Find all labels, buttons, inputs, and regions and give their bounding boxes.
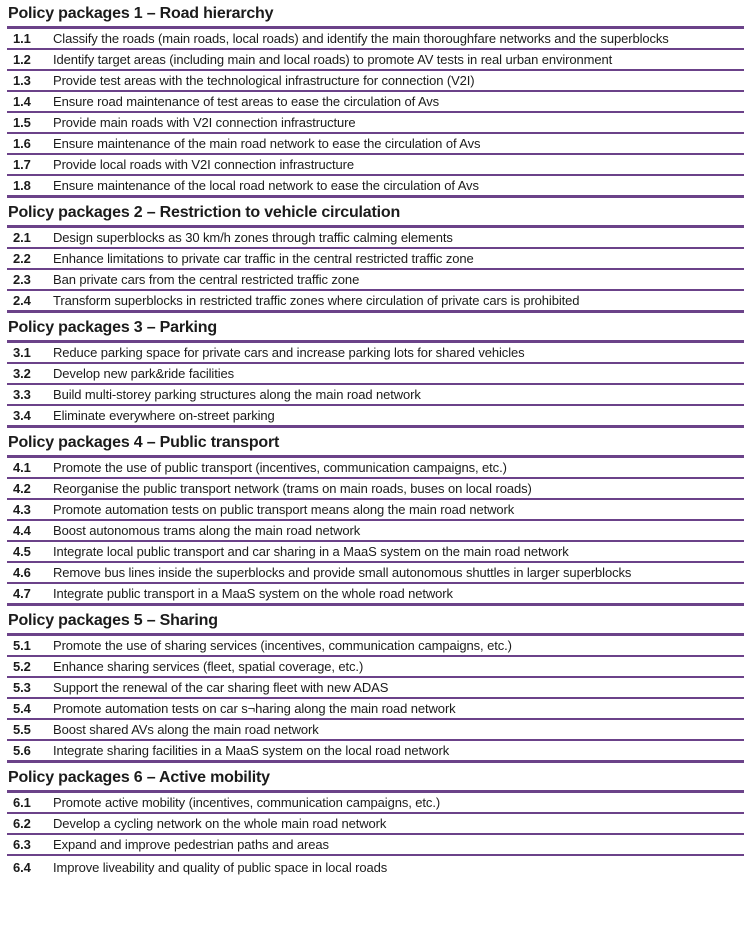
row-number: 6.2: [13, 816, 31, 831]
row-description: Improve liveability and quality of public space in local roads: [53, 859, 388, 875]
policy-package-section: [7, 2, 744, 198]
row-number: 5.4: [13, 701, 31, 716]
row-number: 1.5: [13, 115, 31, 130]
table-row: [7, 636, 744, 657]
row-number: 5.1: [13, 638, 31, 653]
section-heading: Policy packages 1 – Road hierarchy: [7, 2, 744, 29]
row-description: Ensure maintenance of the main road network to ease the circulation of Avs: [53, 136, 481, 151]
policy-package-section: [7, 198, 744, 313]
table-row: [7, 92, 744, 113]
row-description: Integrate local public transport and car sharing in a MaaS system on the main road network: [53, 544, 569, 559]
table-row: [7, 176, 744, 198]
row-description: Enhance limitations to private car traffic in the central restricted traffic zone: [53, 251, 474, 266]
table-row: [7, 542, 744, 563]
row-description: Promote the use of public transport (incentives, communication campaigns, etc.): [53, 460, 507, 475]
table-row: [7, 814, 744, 835]
row-description: Promote automation tests on public transport means along the main road network: [53, 502, 515, 517]
table-row: [7, 71, 744, 92]
row-number: 2.2: [13, 251, 31, 266]
policy-package-section: [7, 313, 744, 428]
table-row: [7, 29, 744, 50]
table-row: [7, 270, 744, 291]
row-number: 1.1: [13, 31, 31, 46]
section-heading: Policy packages 6 – Active mobility: [7, 763, 744, 793]
row-number: 6.4: [13, 859, 31, 875]
row-description: Promote automation tests on car s¬haring along the main road network: [53, 701, 456, 716]
table-row: [7, 113, 744, 134]
row-number: 4.3: [13, 502, 31, 517]
table-row: [7, 678, 744, 699]
row-number: 3.1: [13, 345, 31, 360]
section-rows: [7, 793, 744, 878]
row-number: 6.3: [13, 837, 31, 852]
table-row: [7, 364, 744, 385]
table-row: [7, 458, 744, 479]
table-row: [7, 155, 744, 176]
row-number: 1.7: [13, 157, 31, 172]
row-number: 3.3: [13, 387, 31, 402]
table-row: [7, 500, 744, 521]
policy-package-section: [7, 606, 744, 763]
row-number: 1.3: [13, 73, 31, 88]
row-number: 3.4: [13, 408, 31, 423]
row-description: Expand and improve pedestrian paths and areas: [53, 837, 329, 852]
section-rows: [7, 636, 744, 763]
table-row: [7, 699, 744, 720]
row-description: Ban private cars from the central restricted traffic zone: [53, 272, 360, 287]
row-number: 1.2: [13, 52, 31, 67]
row-description: Ensure road maintenance of test areas to ease the circulation of Avs: [53, 94, 440, 109]
section-rows: [7, 343, 744, 428]
row-description: Provide test areas with the technological infrastructure for connection (V2I): [53, 73, 475, 88]
table-row: [7, 584, 744, 606]
row-description: Boost autonomous trams along the main road network: [53, 523, 361, 538]
row-number: 1.4: [13, 94, 31, 109]
policy-package-section: [7, 428, 744, 606]
row-number: 2.4: [13, 293, 31, 308]
row-number: 5.2: [13, 659, 31, 674]
table-row: [7, 343, 744, 364]
row-number: 4.7: [13, 586, 31, 601]
row-number: 5.3: [13, 680, 31, 695]
row-description: Reorganise the public transport network (trams on main roads, buses on local roads): [53, 481, 532, 496]
table-row: [7, 657, 744, 678]
row-description: Transform superblocks in restricted traffic zones where circulation of private cars is prohibited: [53, 293, 580, 308]
table-row: [7, 479, 744, 500]
row-description: Ensure maintenance of the local road network to ease the circulation of Avs: [53, 178, 479, 193]
row-description: Develop a cycling network on the whole main road network: [53, 816, 387, 831]
section-heading: Policy packages 3 – Parking: [7, 313, 744, 343]
table-row: [7, 856, 744, 878]
row-description: Provide local roads with V2I connection infrastructure: [53, 157, 354, 172]
row-number: 4.1: [13, 460, 31, 475]
table-row: [7, 793, 744, 814]
row-number: 5.5: [13, 722, 31, 737]
section-heading: Policy packages 5 – Sharing: [7, 606, 744, 636]
row-description: Provide main roads with V2I connection infrastructure: [53, 115, 356, 130]
row-description: Boost shared AVs along the main road network: [53, 722, 319, 737]
table-row: [7, 741, 744, 763]
section-rows: [7, 29, 744, 198]
row-description: Build multi-storey parking structures along the main road network: [53, 387, 421, 402]
row-number: 4.2: [13, 481, 31, 496]
row-description: Enhance sharing services (fleet, spatial coverage, etc.): [53, 659, 364, 674]
policy-package-section: [7, 763, 744, 878]
row-number: 2.3: [13, 272, 31, 287]
section-rows: [7, 228, 744, 313]
row-description: Reduce parking space for private cars and increase parking lots for shared vehicles: [53, 345, 525, 360]
row-number: 3.2: [13, 366, 31, 381]
row-description: Integrate sharing facilities in a MaaS system on the local road network: [53, 743, 450, 758]
table-row: [7, 521, 744, 542]
row-description: Remove bus lines inside the superblocks and provide small autonomous shuttles in larger superblocks: [53, 565, 632, 580]
row-description: Classify the roads (main roads, local roads) and identify the main thoroughfare networks and the superblocks: [53, 31, 669, 46]
section-heading: Policy packages 2 – Restriction to vehicle circulation: [7, 198, 744, 228]
table-row: [7, 228, 744, 249]
row-description: Design superblocks as 30 km/h zones through traffic calming elements: [53, 230, 453, 245]
row-number: 1.8: [13, 178, 31, 193]
table-row: [7, 563, 744, 584]
row-number: 6.1: [13, 795, 31, 810]
row-description: Promote active mobility (incentives, communication campaigns, etc.): [53, 795, 441, 810]
table-row: [7, 385, 744, 406]
row-number: 4.4: [13, 523, 31, 538]
row-number: 4.6: [13, 565, 31, 580]
row-description: Eliminate everywhere on-street parking: [53, 408, 275, 423]
table-row: [7, 835, 744, 856]
table-row: [7, 291, 744, 313]
row-description: Identify target areas (including main and local roads) to promote AV tests in real urban environment: [53, 52, 613, 67]
row-description: Integrate public transport in a MaaS system on the whole road network: [53, 586, 453, 601]
row-number: 1.6: [13, 136, 31, 151]
table-row: [7, 406, 744, 428]
table-row: [7, 720, 744, 741]
table-row: [7, 249, 744, 270]
section-heading: Policy packages 4 – Public transport: [7, 428, 744, 458]
row-description: Develop new park&ride facilities: [53, 366, 235, 381]
row-number: 2.1: [13, 230, 31, 245]
table-row: [7, 134, 744, 155]
section-rows: [7, 458, 744, 606]
row-number: 4.5: [13, 544, 31, 559]
table-row: [7, 50, 744, 71]
row-description: Promote the use of sharing services (incentives, communication campaigns, etc.): [53, 638, 512, 653]
row-number: 5.6: [13, 743, 31, 758]
row-description: Support the renewal of the car sharing fleet with new ADAS: [53, 680, 389, 695]
